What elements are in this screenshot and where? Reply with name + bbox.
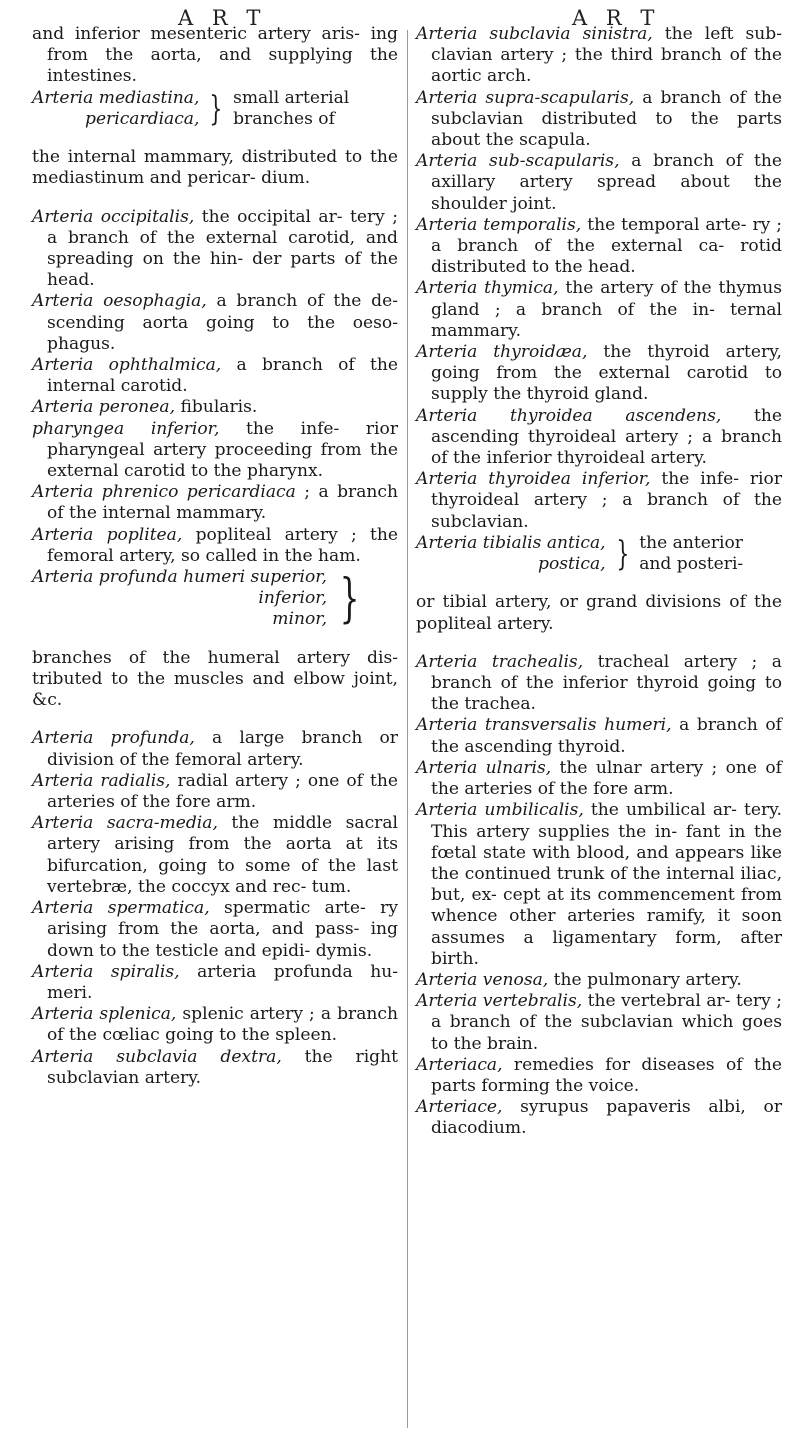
entry-definition: the middle sacral artery arising from the aorta at its bifurcation, going to some of the last vertebræ, the coccyx and rec- tum.	[47, 813, 398, 897]
entry-definition: the temporal arte- ry ; a branch of the external ca- rotid distributed to the head.	[431, 214, 782, 278]
entry-desc-line: and posteri-	[639, 554, 744, 575]
entry-text	[416, 652, 782, 716]
entry-definition: splenic artery ; a branch of the cœliac going to the spleen.	[47, 1004, 398, 1046]
running-head-right: A R T	[572, 6, 661, 30]
entry-vertebralis	[416, 991, 782, 1055]
entry-terms	[32, 567, 327, 631]
entry-text	[32, 813, 398, 898]
entry-text	[416, 800, 782, 970]
entry-thyroidaea	[416, 342, 782, 406]
entry-term: Arteria transversalis humeri,	[416, 715, 672, 736]
entry-definition: arteria profunda hu- meri.	[47, 961, 398, 1003]
entry-text	[416, 1055, 782, 1097]
entry-tail: the internal mammary, distributed to the mediastinum and pericar- dium.	[32, 147, 398, 189]
entry-desc-line: the anterior	[639, 532, 743, 553]
entry-tibialis	[416, 533, 782, 635]
entry-text	[416, 758, 782, 800]
entry-sub-scapularis	[416, 151, 782, 215]
entry-text	[32, 419, 398, 483]
entry-term: Arteria splenica,	[32, 1004, 177, 1025]
entry-definition: fibularis.	[175, 397, 258, 418]
entry-trachealis	[416, 652, 782, 716]
entry-desc-line: small arterial	[233, 87, 350, 108]
entry-terms	[416, 533, 606, 575]
brace-symbol: }	[209, 88, 223, 129]
right-column	[416, 24, 782, 1140]
entry-oesophagia	[32, 291, 398, 355]
entry-splenica	[32, 1004, 398, 1046]
entry-pharyngea	[32, 419, 398, 483]
entry-text	[32, 962, 398, 1004]
entry-definition: and inferior mesenteric artery aris- ing from the aorta, and supplying the intestines.	[32, 24, 398, 87]
entry-text	[416, 406, 782, 470]
entry-definition: the vertebral ar- tery ; a branch of the subclavian which goes to the brain.	[431, 991, 782, 1054]
entry-term: Arteria thymica,	[416, 278, 559, 299]
left-column	[32, 24, 398, 1089]
bracketed-terms	[32, 88, 398, 130]
entry-definition: the occipital ar- tery ; a branch of the external carotid, and spreading on the hin- der parts of the head.	[47, 206, 398, 291]
entry-term: Arteria ulnaris,	[416, 757, 552, 778]
entry-arteriaca	[416, 1055, 782, 1097]
entry-text	[32, 1047, 398, 1089]
entry-terms	[32, 88, 199, 130]
entry-term: Arteria phrenico pericardiaca	[32, 482, 296, 503]
entry-term: Arteria venosa,	[416, 969, 549, 990]
entry-definition: a branch of the de- scending aorta going to the oeso- phagus.	[47, 291, 398, 354]
entry-definition: spermatic arte- ry arising from the aorta, and pass- ing down to the testicle and epidi- dymis.	[47, 898, 398, 961]
entry-ophthalmica	[32, 355, 398, 397]
entry-mediastina	[32, 88, 398, 190]
entry-text	[416, 278, 782, 342]
entry-occipitalis	[32, 207, 398, 292]
entry-text	[416, 24, 782, 88]
entry-definition: the pulmonary artery.	[548, 969, 742, 990]
entry-text	[416, 715, 782, 757]
entry-text	[32, 24, 398, 88]
entry-text	[32, 397, 398, 418]
entry-text	[416, 469, 782, 533]
entry-text	[32, 525, 398, 567]
entry-text	[32, 207, 398, 292]
entry-text	[416, 88, 782, 152]
entry-definition: remedies for diseases of the parts forming the voice.	[431, 1054, 782, 1096]
entry-text	[32, 1004, 398, 1046]
entry-subclavia-sinistra	[416, 24, 782, 88]
entry-text	[416, 1097, 782, 1139]
entry-poplitea	[32, 525, 398, 567]
entry-definition: a branch of the axillary artery spread about the shoulder joint.	[431, 151, 782, 214]
entry-term: Arteriace,	[416, 1097, 503, 1118]
entry-profunda	[32, 728, 398, 770]
entry-term: Arteria sub-scapularis,	[416, 151, 620, 172]
entry-profunda-humeri	[32, 567, 398, 711]
entry-text	[416, 991, 782, 1055]
entry-term: Arteria sacra-media,	[32, 813, 218, 834]
bracketed-terms	[32, 567, 398, 631]
entry-text	[416, 215, 782, 279]
entry-term: postica,	[538, 554, 606, 575]
entry-text	[416, 970, 782, 991]
entry-spermatica	[32, 898, 398, 962]
entry-text	[416, 342, 782, 406]
entry-term: Arteria profunda humeri superior,	[32, 567, 327, 588]
entry-spiralis	[32, 962, 398, 1004]
entry-text	[32, 898, 398, 962]
entry-term: inferior,	[258, 588, 327, 609]
entry-definition: syrupus papaveris albi, or diacodium.	[431, 1097, 782, 1139]
entry-term: Arteria radialis,	[32, 770, 171, 791]
entry-term: Arteria spiralis,	[32, 961, 180, 982]
entry-term: Arteria vertebralis,	[416, 991, 583, 1012]
entry-umbilicalis	[416, 800, 782, 970]
entry-term: Arteria tibialis antica,	[416, 532, 606, 553]
entry-definition: the right subclavian artery.	[47, 1046, 398, 1088]
brace-symbol: }	[615, 534, 629, 575]
entry-term: Arteria spermatica,	[32, 898, 210, 919]
entry-definition: a branch of the ascending thyroid.	[431, 715, 782, 757]
entry-term: Arteria trachealis,	[416, 651, 584, 672]
entry-term: Arteria occipitalis,	[32, 206, 195, 227]
entry-text	[32, 482, 398, 524]
entry-tail: or tibial artery, or grand divisions of the popliteal artery.	[416, 592, 782, 634]
entry-term: Arteria temporalis,	[416, 214, 582, 235]
entry-text	[32, 771, 398, 813]
entry-phrenico	[32, 482, 398, 524]
entry-text	[32, 355, 398, 397]
entry-term: pericardiaca,	[85, 108, 200, 129]
entry-term: Arteria poplitea,	[32, 524, 183, 545]
entry-term: Arteria oesophagia,	[32, 291, 207, 312]
entry-term: Arteria mediastina,	[32, 87, 200, 108]
entry-definition: a branch of the internal carotid.	[47, 355, 398, 397]
entry-term: Arteria profunda,	[32, 728, 195, 749]
entry-subclavia-dextra	[32, 1047, 398, 1089]
entry-mesenteric-cont	[32, 24, 398, 88]
entry-definition: the ulnar artery ; one of the arteries of the fore arm.	[431, 757, 782, 800]
entry-term: Arteria thyroidea ascendens,	[416, 405, 722, 426]
entry-term: Arteria thyroidea inferior,	[416, 469, 651, 490]
entry-definition: the infe- rior pharyngeal artery proceeding from the external carotid to the pharynx.	[47, 418, 398, 482]
entry-desc-line: branches of	[233, 108, 335, 129]
entry-definition: radial artery ; one of the arteries of the fore arm.	[47, 770, 398, 813]
entry-ulnaris	[416, 758, 782, 800]
entry-term: Arteria supra-scapularis,	[416, 87, 635, 108]
entry-thyroidea-ascendens	[416, 406, 782, 470]
entry-venosa	[416, 970, 782, 991]
running-head-left: A R T	[178, 6, 267, 30]
entry-text	[416, 151, 782, 215]
brace-symbol: }	[339, 568, 360, 629]
entry-definition: a large branch or division of the femoral artery.	[47, 728, 398, 770]
entry-arteriace	[416, 1097, 782, 1139]
entry-term: Arteria thyroidæa,	[416, 342, 588, 363]
entry-definition: the infe- rior thyroideal artery ; a branch of the subclavian.	[431, 469, 782, 532]
entry-radialis	[32, 771, 398, 813]
bracketed-terms	[416, 533, 782, 575]
entry-tail: branches of the humeral artery dis- tributed to the muscles and elbow joint, &c.	[32, 647, 398, 711]
entry-peronea	[32, 397, 398, 418]
entry-desc	[639, 533, 782, 575]
entry-term: pharyngea inferior,	[32, 418, 220, 439]
entry-term: Arteriaca,	[416, 1054, 503, 1075]
entry-sacra-media	[32, 813, 398, 898]
entry-term: Arteria subclavia sinistra,	[416, 24, 653, 44]
entry-definition: the artery of the thymus gland ; a branch of the in- ternal mammary.	[431, 278, 782, 341]
entry-definition: the left sub- clavian artery ; the third branch of the aortic arch.	[431, 24, 783, 87]
entry-definition: a branch of the subclavian distributed to the parts about the scapula.	[431, 87, 783, 151]
entry-temporalis	[416, 215, 782, 279]
entry-term: Arteria ophthalmica,	[32, 355, 222, 376]
entry-term: minor,	[272, 609, 327, 630]
entry-definition: the umbilical ar- tery. This artery supplies the in- fant in the fœtal state with blood, and appears like the continued trunk of the internal iliac, but, ex- cept at its commencement from whence other arteries ramify, it soon assumes a ligamentary form, after birth.	[431, 800, 782, 969]
entry-thyroidea-inferior	[416, 469, 782, 533]
entry-term: Arteria peronea,	[32, 397, 176, 418]
entry-thymica	[416, 278, 782, 342]
entry-definition: ; a branch of the internal mammary.	[47, 482, 398, 524]
entry-definition: popliteal artery ; the femoral artery, so called in the ham.	[47, 524, 399, 566]
entry-term: Arteria subclavia dextra,	[32, 1046, 282, 1067]
entry-definition: the ascending thyroideal artery ; a branch of the inferior thyroideal artery.	[431, 405, 782, 469]
entry-definition: the thyroid artery, going from the external carotid to supply the thyroid gland.	[431, 342, 782, 405]
entry-text	[32, 728, 398, 770]
entry-term: Arteria umbilicalis,	[416, 800, 584, 821]
entry-definition: tracheal artery ; a branch of the inferior thyroid going to the trachea.	[431, 651, 783, 715]
entry-transversalis	[416, 715, 782, 757]
entry-supra-scapularis	[416, 88, 782, 152]
entry-text	[32, 291, 398, 355]
entry-desc	[233, 88, 398, 130]
column-divider	[407, 30, 408, 1428]
